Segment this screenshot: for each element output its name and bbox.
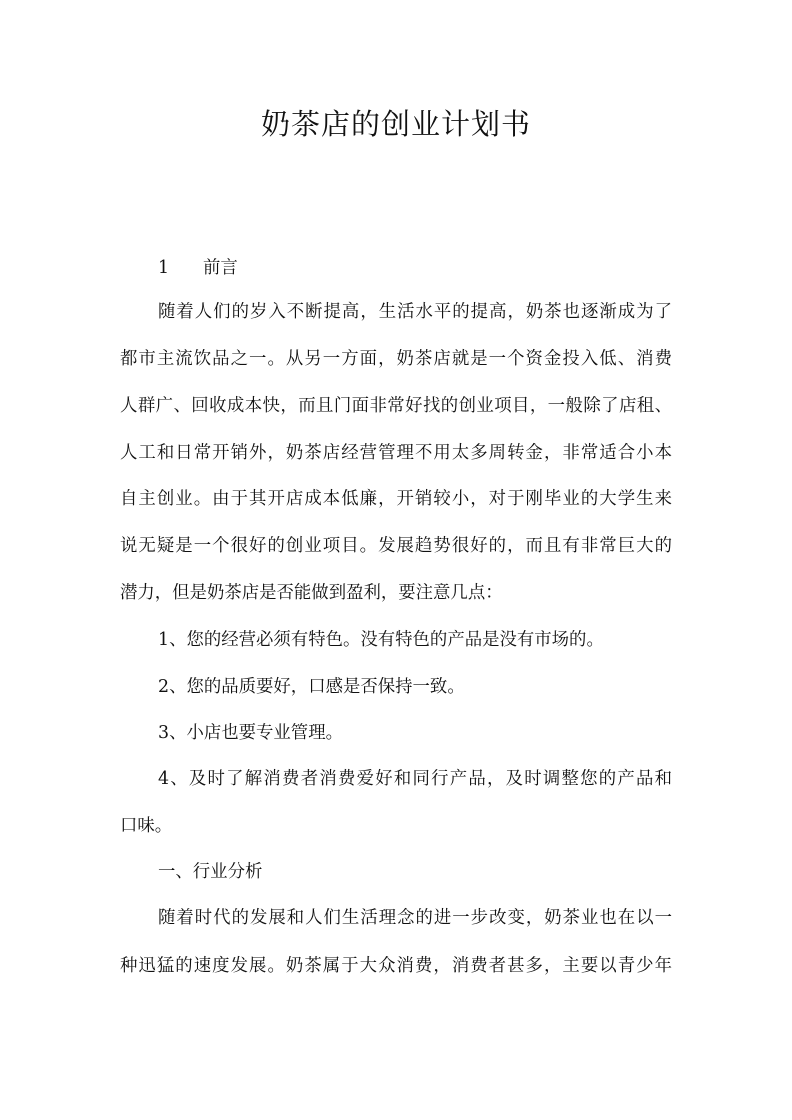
- list-item-continuation: 口味。: [120, 816, 173, 836]
- paragraph-line: 自主创业。由于其开店成本低廉，开销较小，对于刚毕业的大学生来: [120, 489, 672, 509]
- paragraph-line: 随着时代的发展和人们生活理念的进一步改变，奶茶业也在以一: [158, 908, 672, 928]
- list-item: 1、您的经营必须有特色。没有特色的产品是没有市场的。: [158, 630, 604, 650]
- list-item: 2、您的品质要好，口感是否保持一致。: [158, 677, 465, 697]
- paragraph-line: 都市主流饮品之一。从另一方面，奶茶店就是一个资金投入低、消费: [120, 349, 672, 369]
- document-title: 奶茶店的创业计划书: [260, 107, 531, 141]
- section-heading-industry-analysis: 一、行业分析: [158, 862, 263, 882]
- paragraph-line: 潜力，但是奶茶店是否能做到盈利，要注意几点：: [120, 583, 503, 603]
- paragraph-line: 随着人们的岁入不断提高，生活水平的提高，奶茶也逐渐成为了: [158, 302, 672, 322]
- section-title: 前言: [203, 258, 238, 278]
- list-item: 3、小店也要专业管理。: [158, 723, 343, 743]
- section-number: 1: [158, 258, 170, 278]
- paragraph-line: 人群广、回收成本快，而且门面非常好找的创业项目，一般除了店租、: [120, 396, 672, 416]
- paragraph-line: 人工和日常开销外，奶茶店经营管理不用太多周转金，非常适合小本: [120, 443, 672, 463]
- list-item: 4、及时了解消费者消费爱好和同行产品，及时调整您的产品和: [158, 769, 672, 789]
- paragraph-line: 说无疑是一个很好的创业项目。发展趋势很好的，而且有非常巨大的: [120, 536, 672, 556]
- paragraph-line: 种迅猛的速度发展。奶茶属于大众消费，消费者甚多，主要以青少年: [120, 956, 672, 976]
